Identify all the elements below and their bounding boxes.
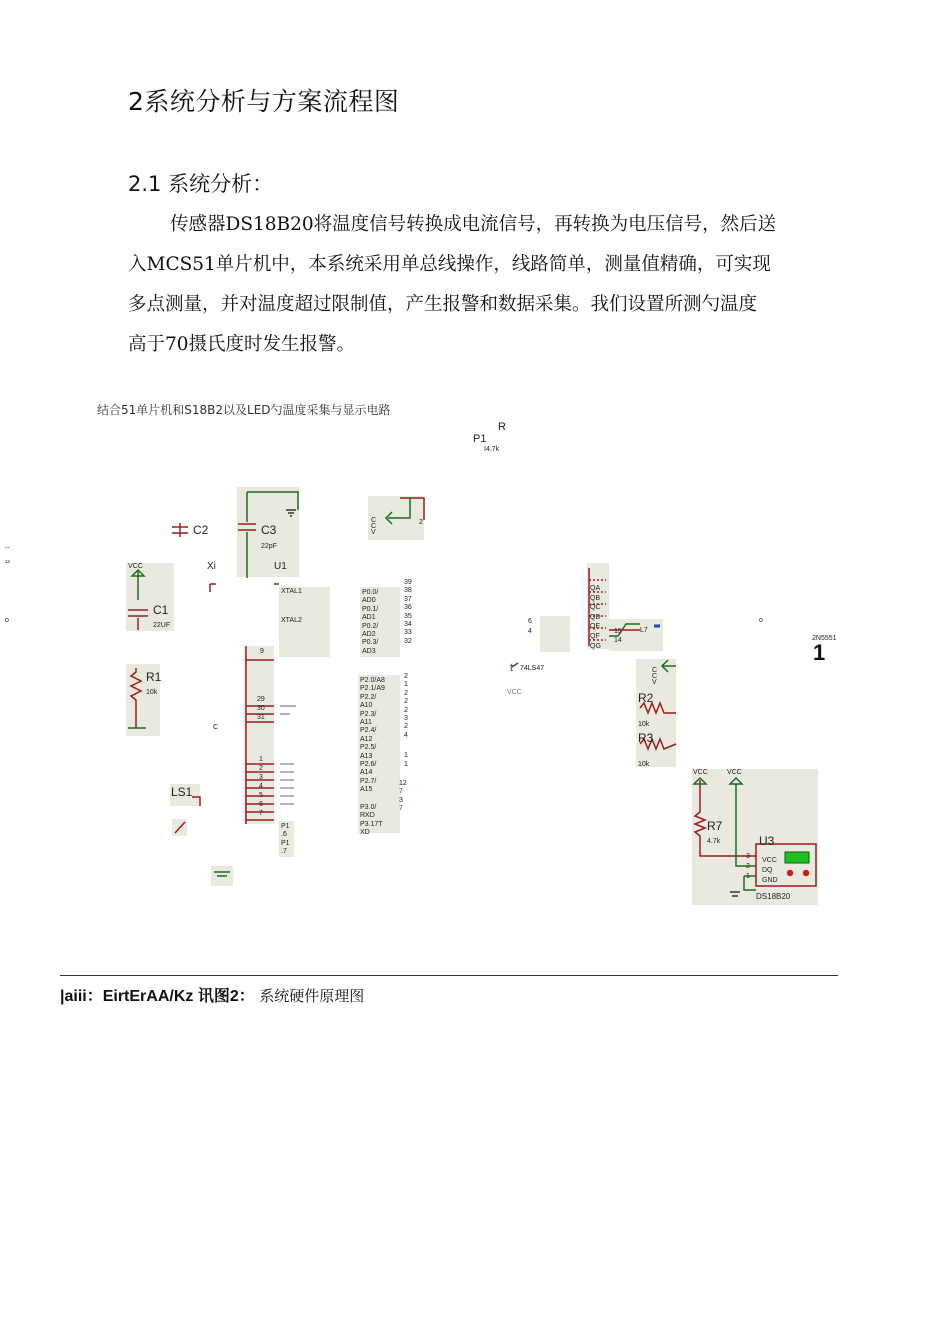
vcc-mid-label: VCC — [507, 689, 522, 696]
xtal2-label: XTAL2 — [281, 617, 302, 624]
q-label: QA — [590, 585, 601, 592]
p3-pin-numbers — [399, 780, 407, 814]
u1-label: U1 — [274, 561, 287, 572]
seg-pin: 4 — [528, 628, 532, 635]
pin-number: 37 — [404, 595, 412, 603]
port-label: A12 — [360, 735, 373, 743]
port-label: P2.1/A9 — [360, 685, 385, 693]
c2-label: C2 — [193, 523, 209, 537]
pin-label: 7 — [259, 810, 263, 817]
q-pin: 15 — [614, 628, 622, 635]
r2-value: 10k — [638, 721, 650, 728]
p1-bottom-line: P1 — [281, 839, 290, 847]
pin-number: 2 — [404, 706, 408, 714]
paragraph-line: 高于70摄氏度时发生报警。 — [128, 334, 356, 355]
r7-label: R7 — [707, 819, 723, 833]
port-label: AD1 — [362, 614, 376, 622]
paragraph-line: 入MCS51单片机中，本系统采用单总线操作，线路简单，测量值精确，可实现 — [128, 254, 771, 275]
port-label: A14 — [360, 769, 373, 777]
pin-number: 1 — [404, 681, 408, 689]
q-extra-label: L7 — [640, 627, 648, 634]
r1-value: 10k — [146, 689, 158, 696]
port-label: P3.17T — [360, 820, 383, 828]
port-label: AD0 — [362, 597, 376, 605]
q-label: QG — [590, 642, 601, 650]
port-label: P2.3/ — [360, 710, 377, 718]
pin-number: 7 — [399, 788, 403, 796]
port-label: AD3 — [362, 647, 376, 655]
ds18b20-label: DS18B20 — [756, 892, 791, 901]
pin-label: 5 — [259, 792, 263, 799]
top-r-value: I4.7k — [484, 446, 500, 453]
c-mark: C — [213, 724, 219, 731]
pin-number: 34 — [404, 621, 412, 629]
pin-number: 7 — [399, 805, 403, 813]
p1-bottom-line: P1 — [281, 823, 290, 830]
p1-bottom-line: .6 — [281, 831, 287, 839]
port-label: RXD — [360, 812, 375, 820]
c3-value: 22pF — [261, 543, 277, 550]
q-label: QB — [590, 594, 601, 602]
p0-pin-numbers — [404, 579, 412, 646]
p0-port-labels — [362, 589, 378, 656]
vcc-left-label: VCC — [128, 563, 143, 570]
port-label: A10 — [360, 702, 373, 710]
caption-text: 系统硬件原理图 — [259, 988, 365, 1005]
r1-label: R1 — [146, 670, 162, 684]
q-output-labels — [590, 584, 601, 651]
port-label: P2.7/ — [360, 777, 377, 785]
vcc-ds-label: VCC — [727, 769, 742, 776]
r3-value: 10k — [638, 761, 650, 768]
port-label: P0.3/ — [362, 639, 379, 647]
ds-pin: 2 — [746, 863, 750, 870]
port-label: A11 — [360, 719, 372, 727]
r3-label: R3 — [638, 731, 654, 745]
p3-port-labels — [360, 804, 383, 838]
ds-gnd-pin: GND — [762, 877, 778, 884]
port-label: P2.6/ — [360, 761, 377, 769]
pin-number: 3 — [404, 715, 408, 723]
ds-pin: 3 — [746, 853, 750, 860]
c1-value: 22UF — [153, 622, 171, 629]
q-label: QD — [590, 613, 601, 621]
ds-vcc-pin: VCC — [762, 857, 777, 864]
pin-number: 36 — [404, 604, 412, 612]
c3-label: C3 — [261, 523, 277, 537]
port-label: A13 — [360, 752, 373, 760]
ccv-top-pin: 2 — [419, 519, 423, 526]
pin-number: 2 — [404, 689, 408, 697]
pin-label: 1 — [259, 756, 263, 763]
transistor-label: 2N5551 — [812, 635, 837, 642]
section-heading: 2系统分析与方案流程图 — [128, 87, 400, 116]
pin-number: 33 — [404, 629, 412, 637]
digit-display: 1 — [813, 640, 826, 665]
xtal1-label: XTAL1 — [281, 588, 302, 595]
paragraph-line: 传感器DS18B20将温度信号转换成电流信号，再转换为电压信号，然后送 — [170, 214, 777, 235]
port-label: P0.1/ — [362, 605, 379, 613]
pin-label: 31 — [257, 714, 265, 721]
chip-74-mark: t — [510, 662, 514, 674]
q-label: QF — [590, 632, 600, 640]
ccv-right-label: CCV — [652, 667, 658, 686]
edge-mark: ¹³ — [5, 560, 10, 567]
pin-number: 32 — [404, 637, 412, 645]
caption-prefix: |aiii：EirtErAA/Kz — [60, 988, 194, 1005]
pin-number: 2 — [404, 673, 408, 680]
subsection-heading: 2.1 系统分析： — [128, 172, 274, 196]
caption-rule — [60, 975, 838, 976]
pin-9: 9 — [260, 648, 264, 655]
port-label: P2.0/A8 — [360, 677, 385, 684]
chip-74ls47-label: 74LS47 — [520, 665, 545, 672]
top-r-label: R — [498, 421, 506, 433]
pin-number: 2 — [404, 723, 408, 731]
u3-label: U3 — [759, 834, 775, 848]
r2-label: R2 — [638, 691, 654, 705]
port-label: A15 — [360, 786, 373, 794]
xi-label: Xi — [207, 561, 216, 572]
p1-bottom-line: .7 — [281, 848, 287, 856]
ds-pin: 1 — [746, 873, 750, 880]
vcc-r7-label: VCC — [693, 769, 708, 776]
port-label: AD2 — [362, 631, 376, 639]
edge-mark: -- — [5, 545, 10, 552]
port-label: P3.0/ — [360, 804, 377, 811]
pin-number: 4 — [404, 731, 408, 739]
port-label: P2.5/ — [360, 744, 377, 752]
port-label: P2.2/ — [360, 693, 377, 701]
ds-dq-pin: DQ — [762, 867, 773, 874]
pin-label: 3 — [259, 774, 263, 781]
pin-number: 12 — [399, 780, 407, 787]
edge-mark: o — [5, 617, 9, 624]
q-label: QE — [590, 623, 601, 631]
port-label: P2.4/ — [360, 727, 377, 735]
seg-pin: 6 — [528, 618, 532, 625]
pin-number: 1 — [404, 760, 408, 768]
port-label: XD — [360, 829, 370, 837]
pin-number: 2 — [404, 698, 408, 706]
pin-number: 39 — [404, 579, 412, 586]
pin-label: 2 — [259, 765, 263, 772]
pin-number: 3 — [399, 796, 403, 804]
port-label: P0.0/ — [362, 589, 379, 596]
top-p1-label: P1 — [473, 433, 487, 445]
paragraph-line: 多点测量，并对温度超过限制值，产生报警和数据采集。我们设置所测勺温度 — [128, 294, 758, 315]
c1-label: C1 — [153, 603, 169, 617]
ccv-top-label: CCV — [371, 517, 377, 536]
edge-mark: o — [759, 617, 763, 624]
p2-port-labels — [360, 677, 385, 795]
pin-label: 30 — [257, 705, 265, 712]
figure-caption — [60, 983, 364, 1006]
pin-number: 35 — [404, 612, 412, 620]
caption-middle: 讯图2： — [197, 988, 255, 1005]
q-pin: 14 — [614, 637, 622, 644]
pin-label: 4 — [259, 783, 263, 790]
p1-bottom-label — [281, 823, 290, 857]
ls1-label: LS1 — [171, 785, 193, 799]
pin-number: 38 — [404, 587, 412, 595]
pin-number: 1 — [404, 752, 408, 760]
q-label: QC — [590, 604, 601, 612]
schematic-title: 结合51单片机和S18B2以及LED勺温度采集与显示电路 — [97, 403, 391, 417]
p2-pin-numbers — [404, 673, 408, 769]
port-label: P0.2/ — [362, 622, 379, 630]
pin-label: 29 — [257, 696, 265, 703]
pin-label: 6 — [259, 801, 263, 808]
r7-value: 4.7k — [707, 838, 721, 845]
